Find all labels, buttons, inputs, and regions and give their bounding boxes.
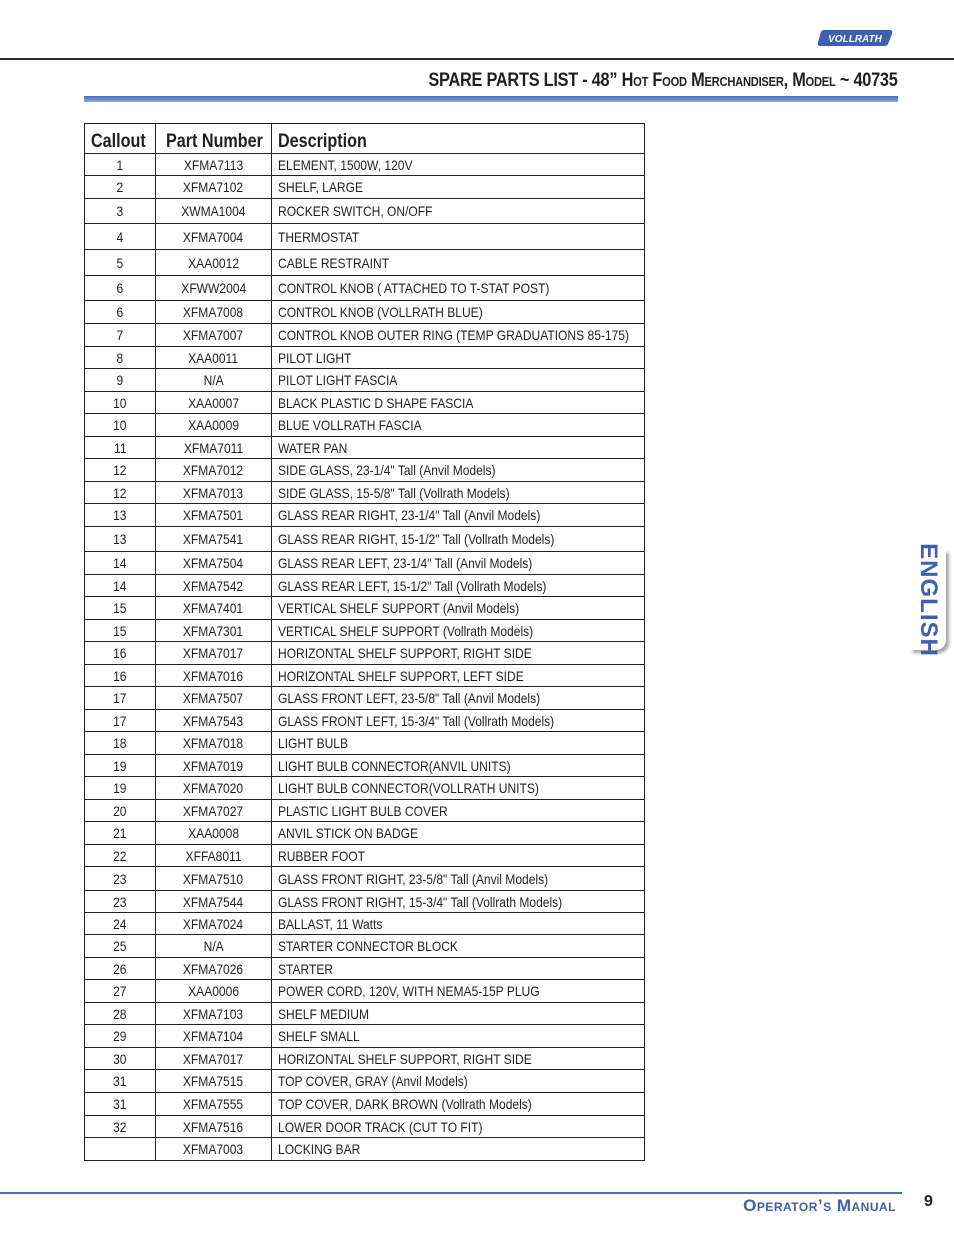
spare-parts-table: [84, 123, 645, 1161]
part-number-cell: XFMA7008: [156, 301, 272, 324]
part-number-cell: XAA0006: [156, 980, 272, 1003]
table-row: [85, 482, 645, 504]
description-header: Description: [272, 124, 645, 154]
callout-cell: 17: [85, 710, 156, 732]
description-cell: LOCKING BAR: [272, 1138, 645, 1161]
table-row: [85, 414, 645, 437]
title-model: ~ 40735: [840, 70, 898, 91]
part-number-cell: XFMA7542: [156, 575, 272, 597]
callout-cell: 5: [85, 250, 156, 276]
callout-cell: 20: [85, 800, 156, 822]
callout-cell: 16: [85, 665, 156, 687]
description-cell: GLASS FRONT LEFT, 15-3/4" Tall (Vollrath Models): [272, 710, 645, 732]
callout-cell: 18: [85, 732, 156, 755]
table-row: [85, 392, 645, 414]
part-number-cell: XFMA7011: [156, 437, 272, 459]
description-cell: LOWER DOOR TRACK (CUT TO FIT): [272, 1116, 645, 1138]
callout-cell: 31: [85, 1093, 156, 1116]
description-cell: HORIZONTAL SHELF SUPPORT, LEFT SIDE: [272, 665, 645, 687]
description-cell: LIGHT BULB CONNECTOR(VOLLRATH UNITS): [272, 777, 645, 800]
description-cell: LIGHT BULB: [272, 732, 645, 755]
part-number-cell: N/A: [156, 369, 272, 392]
callout-cell: 9: [85, 369, 156, 392]
part-number-cell: XAA0012: [156, 250, 272, 276]
table-row: [85, 250, 645, 276]
part-number-header: Part Number: [156, 124, 272, 154]
part-number-cell: XAA0008: [156, 822, 272, 845]
part-number-cell: XFMA7504: [156, 552, 272, 575]
table-row: [85, 527, 645, 552]
table-row: [85, 324, 645, 347]
table-row: [85, 552, 645, 575]
part-number-cell: XFMA7019: [156, 755, 272, 777]
part-number-cell: XFMA7026: [156, 958, 272, 980]
table-row: [85, 199, 645, 224]
description-cell: STARTER CONNECTOR BLOCK: [272, 935, 645, 958]
part-number-cell: XFMA7102: [156, 176, 272, 199]
callout-cell: 7: [85, 324, 156, 347]
title-product: Hot Food Merchandiser, Model: [622, 70, 836, 91]
description-cell: BLACK PLASTIC D SHAPE FASCIA: [272, 392, 645, 414]
description-cell: WATER PAN: [272, 437, 645, 459]
callout-cell: 14: [85, 575, 156, 597]
description-cell: PILOT LIGHT FASCIA: [272, 369, 645, 392]
table-row: [85, 1116, 645, 1138]
callout-cell: 13: [85, 527, 156, 552]
table-row: [85, 1070, 645, 1093]
callout-cell: 22: [85, 845, 156, 867]
callout-cell: 25: [85, 935, 156, 958]
table-row: [85, 1093, 645, 1116]
callout-cell: 6: [85, 276, 156, 301]
part-number-cell: XAA0009: [156, 414, 272, 437]
part-number-cell: XFMA7555: [156, 1093, 272, 1116]
description-cell: GLASS REAR LEFT, 15-1/2" Tall (Vollrath Models): [272, 575, 645, 597]
callout-cell: 32: [85, 1116, 156, 1138]
callout-cell: 4: [85, 224, 156, 250]
callout-cell: 29: [85, 1025, 156, 1048]
table-row: [85, 845, 645, 867]
callout-cell: 11: [85, 437, 156, 459]
callout-cell: 21: [85, 822, 156, 845]
description-cell: POWER CORD, 120V, WITH NEMA5-15P PLUG: [272, 980, 645, 1003]
description-cell: TOP COVER, DARK BROWN (Vollrath Models): [272, 1093, 645, 1116]
part-number-cell: XFMA7103: [156, 1003, 272, 1025]
callout-cell: 8: [85, 347, 156, 369]
callout-cell: 12: [85, 459, 156, 482]
page-title: [429, 70, 898, 92]
description-cell: ROCKER SWITCH, ON/OFF: [272, 199, 645, 224]
language-tab-label: ENGLISH: [915, 543, 942, 657]
part-number-cell: XFMA7544: [156, 891, 272, 913]
callout-cell: 27: [85, 980, 156, 1003]
part-number-cell: XFMA7027: [156, 800, 272, 822]
callout-cell: 30: [85, 1048, 156, 1070]
part-number-cell: N/A: [156, 935, 272, 958]
svg-text:VOLLRATH: VOLLRATH: [828, 34, 882, 45]
callout-cell: 24: [85, 913, 156, 935]
part-number-cell: XFMA7003: [156, 1138, 272, 1161]
table-row: [85, 224, 645, 250]
part-number-cell: XFMA7012: [156, 459, 272, 482]
header-rule: [0, 58, 954, 60]
footer-rule: [0, 1192, 902, 1194]
callout-cell: 19: [85, 777, 156, 800]
table-row: [85, 575, 645, 597]
table-row: [85, 665, 645, 687]
table-row: [85, 913, 645, 935]
callout-cell: 2: [85, 176, 156, 199]
table-header-row: [85, 124, 645, 154]
description-cell: ANVIL STICK ON BADGE: [272, 822, 645, 845]
table-row: [85, 935, 645, 958]
description-cell: CONTROL KNOB ( ATTACHED TO T-STAT POST): [272, 276, 645, 301]
table-row: [85, 1138, 645, 1161]
table-row: [85, 176, 645, 199]
part-number-cell: XFMA7016: [156, 665, 272, 687]
part-number-cell: XWMA1004: [156, 199, 272, 224]
description-cell: BLUE VOLLRATH FASCIA: [272, 414, 645, 437]
callout-cell: 23: [85, 891, 156, 913]
part-number-cell: XFMA7401: [156, 597, 272, 620]
description-cell: HORIZONTAL SHELF SUPPORT, RIGHT SIDE: [272, 1048, 645, 1070]
part-number-cell: XFMA7543: [156, 710, 272, 732]
table-row: [85, 1003, 645, 1025]
page-number: 9: [924, 1193, 933, 1210]
part-number-cell: XFMA7018: [156, 732, 272, 755]
callout-cell: 19: [85, 755, 156, 777]
table-row: [85, 867, 645, 891]
callout-cell: 3: [85, 199, 156, 224]
table-row: [85, 1025, 645, 1048]
table-row: [85, 687, 645, 710]
callout-cell: 31: [85, 1070, 156, 1093]
table-row: [85, 597, 645, 620]
part-number-cell: XFMA7007: [156, 324, 272, 347]
part-number-cell: XFMA7104: [156, 1025, 272, 1048]
description-cell: LIGHT BULB CONNECTOR(ANVIL UNITS): [272, 755, 645, 777]
callout-cell: 17: [85, 687, 156, 710]
description-cell: CONTROL KNOB OUTER RING (TEMP GRADUATIONS 85-175): [272, 324, 645, 347]
part-number-cell: XFMA7301: [156, 620, 272, 642]
description-cell: ELEMENT, 1500W, 120V: [272, 154, 645, 176]
description-cell: HORIZONTAL SHELF SUPPORT, RIGHT SIDE: [272, 642, 645, 665]
callout-cell: 26: [85, 958, 156, 980]
description-cell: CONTROL KNOB (VOLLRATH BLUE): [272, 301, 645, 324]
description-cell: GLASS REAR LEFT, 23-1/4" Tall (Anvil Models): [272, 552, 645, 575]
description-cell: SHELF SMALL: [272, 1025, 645, 1048]
description-cell: TOP COVER, GRAY (Anvil Models): [272, 1070, 645, 1093]
description-cell: PLASTIC LIGHT BULB COVER: [272, 800, 645, 822]
description-cell: VERTICAL SHELF SUPPORT (Anvil Models): [272, 597, 645, 620]
callout-cell: 14: [85, 552, 156, 575]
table-row: [85, 301, 645, 324]
part-number-cell: XFMA7516: [156, 1116, 272, 1138]
description-cell: SHELF, LARGE: [272, 176, 645, 199]
table-row: [85, 459, 645, 482]
language-tab[interactable]: [910, 543, 946, 657]
callout-cell: 10: [85, 414, 156, 437]
part-number-cell: XFMA7541: [156, 527, 272, 552]
vollrath-logo: [818, 26, 894, 48]
callout-cell: 23: [85, 867, 156, 891]
part-number-cell: XFWW2004: [156, 276, 272, 301]
table-row: [85, 642, 645, 665]
table-row: [85, 732, 645, 755]
table-row: [85, 620, 645, 642]
description-cell: SIDE GLASS, 15-5/8" Tall (Vollrath Models): [272, 482, 645, 504]
description-cell: SHELF MEDIUM: [272, 1003, 645, 1025]
part-number-cell: XFMA7113: [156, 154, 272, 176]
table-row: [85, 958, 645, 980]
description-cell: BALLAST, 11 Watts: [272, 913, 645, 935]
title-rule: [84, 96, 898, 102]
part-number-cell: XFMA7013: [156, 482, 272, 504]
callout-cell: 13: [85, 504, 156, 527]
callout-cell: 15: [85, 597, 156, 620]
table-row: [85, 980, 645, 1003]
table-row: [85, 369, 645, 392]
part-number-cell: XFMA7024: [156, 913, 272, 935]
callout-cell: 6: [85, 301, 156, 324]
part-number-cell: XFMA7501: [156, 504, 272, 527]
part-number-cell: XFMA7004: [156, 224, 272, 250]
description-cell: RUBBER FOOT: [272, 845, 645, 867]
table-row: [85, 710, 645, 732]
table-row: [85, 822, 645, 845]
table-row: [85, 777, 645, 800]
table-row: [85, 1048, 645, 1070]
part-number-cell: XFMA7017: [156, 642, 272, 665]
table-row: [85, 347, 645, 369]
description-cell: PILOT LIGHT: [272, 347, 645, 369]
part-number-cell: XFMA7515: [156, 1070, 272, 1093]
part-number-cell: XFMA7020: [156, 777, 272, 800]
table-row: [85, 437, 645, 459]
table-row: [85, 755, 645, 777]
part-number-cell: XFMA7507: [156, 687, 272, 710]
callout-cell: 10: [85, 392, 156, 414]
description-cell: GLASS FRONT RIGHT, 23-5/8" Tall (Anvil Models): [272, 867, 645, 891]
callout-cell: 28: [85, 1003, 156, 1025]
callout-cell: 1: [85, 154, 156, 176]
title-prefix: SPARE PARTS LIST - 48”: [428, 70, 618, 91]
description-cell: GLASS REAR RIGHT, 15-1/2" Tall (Vollrath Models): [272, 527, 645, 552]
description-cell: VERTICAL SHELF SUPPORT (Vollrath Models): [272, 620, 645, 642]
description-cell: GLASS FRONT LEFT, 23-5/8" Tall (Anvil Models): [272, 687, 645, 710]
table-row: [85, 504, 645, 527]
description-cell: GLASS REAR RIGHT, 23-1/4" Tall (Anvil Models): [272, 504, 645, 527]
description-cell: STARTER: [272, 958, 645, 980]
table-row: [85, 276, 645, 301]
table-row: [85, 154, 645, 176]
description-cell: CABLE RESTRAINT: [272, 250, 645, 276]
description-cell: GLASS FRONT RIGHT, 15-3/4" Tall (Vollrath Models): [272, 891, 645, 913]
description-cell: SIDE GLASS, 23-1/4" Tall (Anvil Models): [272, 459, 645, 482]
part-number-cell: XAA0011: [156, 347, 272, 369]
callout-cell: 16: [85, 642, 156, 665]
part-number-cell: XAA0007: [156, 392, 272, 414]
callout-cell: [85, 1138, 156, 1161]
callout-cell: 12: [85, 482, 156, 504]
callout-header: Callout: [85, 124, 156, 154]
part-number-cell: XFFA8011: [156, 845, 272, 867]
description-cell: THERMOSTAT: [272, 224, 645, 250]
part-number-cell: XFMA7510: [156, 867, 272, 891]
footer-manual-label: Operator’s Manual: [743, 1196, 896, 1215]
part-number-cell: XFMA7017: [156, 1048, 272, 1070]
table-row: [85, 800, 645, 822]
callout-cell: 15: [85, 620, 156, 642]
table-row: [85, 891, 645, 913]
